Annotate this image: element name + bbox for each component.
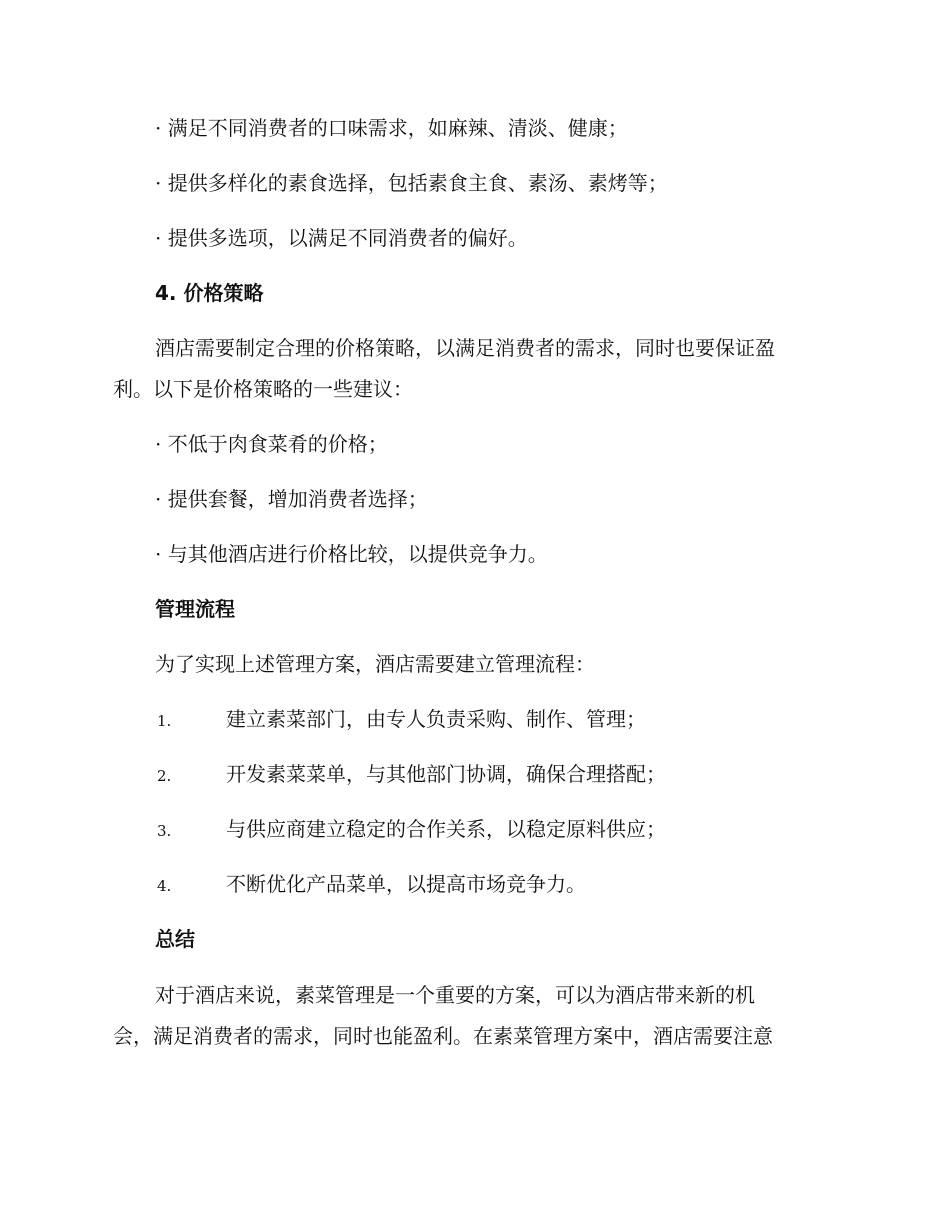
pricing-paragraph-line-1: 酒店需要制定合理的价格策略，以满足消费者的需求，同时也要保证盈 — [155, 336, 775, 360]
summary-paragraph-line-2: 会，满足消费者的需求，同时也能盈利。在素菜管理方案中，酒店需要注意 — [113, 1024, 773, 1048]
process-intro: 为了实现上述管理方案，酒店需要建立管理流程： — [155, 652, 595, 676]
step-text-2: 开发素菜菜单，与其他部门协调，确保合理搭配； — [226, 762, 666, 786]
step-number-2: 2. — [157, 767, 172, 785]
heading-summary: 总结 — [155, 927, 195, 951]
bullet-options: · 提供多选项，以满足不同消费者的偏好。 — [155, 226, 528, 250]
heading-process: 管理流程 — [155, 597, 235, 621]
step-number-3: 3. — [157, 822, 172, 840]
step-number-4: 4. — [157, 877, 172, 895]
step-text-3: 与供应商建立稳定的合作关系，以稳定原料供应； — [226, 817, 666, 841]
pricing-bullet-3: · 与其他酒店进行价格比较，以提供竞争力。 — [155, 542, 548, 566]
step-number-1: 1. — [157, 712, 172, 730]
summary-paragraph-line-1: 对于酒店来说，素菜管理是一个重要的方案，可以为酒店带来新的机 — [155, 983, 755, 1007]
bullet-variety: · 提供多样化的素食选择，包括素食主食、素汤、素烤等； — [155, 171, 668, 195]
pricing-paragraph-line-2: 利。以下是价格策略的一些建议： — [113, 377, 413, 401]
step-text-4: 不断优化产品菜单，以提高市场竞争力。 — [226, 872, 586, 896]
pricing-bullet-2: · 提供套餐，增加消费者选择； — [155, 487, 428, 511]
pricing-bullet-1: · 不低于肉食菜肴的价格； — [155, 432, 388, 456]
heading-pricing: 4. 价格策略 — [155, 281, 264, 305]
step-text-1: 建立素菜部门，由专人负责采购、制作、管理； — [226, 707, 646, 731]
bullet-taste: · 满足不同消费者的口味需求，如麻辣、清淡、健康； — [155, 116, 628, 140]
